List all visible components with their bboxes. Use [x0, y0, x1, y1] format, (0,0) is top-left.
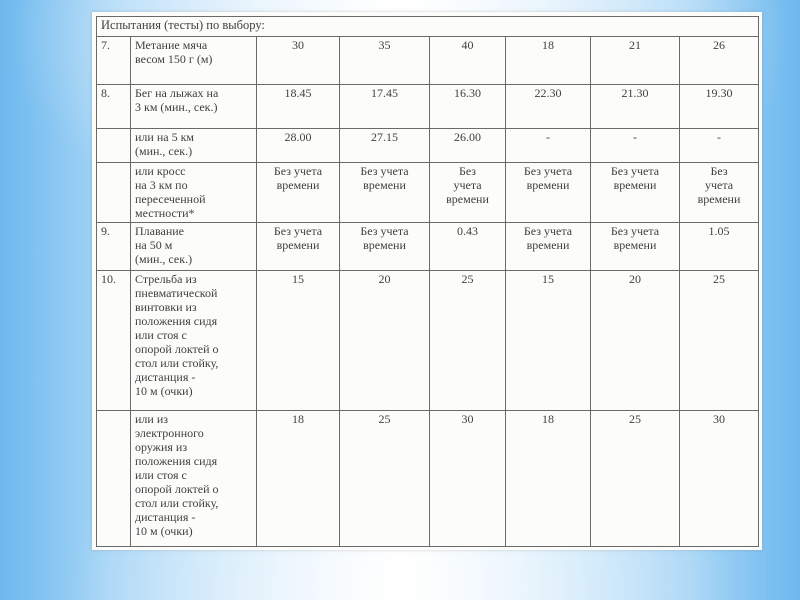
table-cell: 17.45 — [340, 85, 430, 129]
table-header-row — [97, 17, 759, 37]
table-cell: 18 — [506, 411, 591, 547]
row-number — [97, 163, 131, 223]
table-cell: 26.00 — [430, 129, 506, 163]
table-cell: 35 — [340, 37, 430, 85]
table-cell: - — [591, 129, 680, 163]
table-cell: 20 — [340, 271, 430, 411]
table-header: Испытания (тесты) по выбору: — [97, 17, 759, 37]
table-cell: 0.43 — [430, 223, 506, 271]
table-cell: 25 — [430, 271, 506, 411]
test-name: Стрельба из пневматической винтовки из положения сидя или стоя с опорой локтей о стол или стойку, дистанция - 10 м (очки) — [131, 271, 257, 411]
table-cell: 30 — [680, 411, 759, 547]
table-cell: Без учета времени — [591, 163, 680, 223]
row-number: 8. — [97, 85, 131, 129]
table-row — [97, 85, 759, 129]
table-cell: 30 — [430, 411, 506, 547]
test-name: или из электронного оружия из положения сидя или стоя с опорой локтей о стол или стойку, дистанция - 10 м (очки) — [131, 411, 257, 547]
table-cell: 20 — [591, 271, 680, 411]
table-cell: Без учета времени — [430, 163, 506, 223]
table-cell: Без учета времени — [506, 223, 591, 271]
table-cell: 15 — [506, 271, 591, 411]
test-name: Бег на лыжах на 3 км (мин., сек.) — [131, 85, 257, 129]
table-cell: Без учета времени — [257, 223, 340, 271]
table-cell: 22.30 — [506, 85, 591, 129]
test-name: Плавание на 50 м (мин., сек.) — [131, 223, 257, 271]
table-cell: 25 — [680, 271, 759, 411]
table-cell: 40 — [430, 37, 506, 85]
table-cell: - — [506, 129, 591, 163]
table-cell: 21.30 — [591, 85, 680, 129]
row-number: 7. — [97, 37, 131, 85]
table-cell: 28.00 — [257, 129, 340, 163]
table-cell: 18 — [257, 411, 340, 547]
table-cell: 21 — [591, 37, 680, 85]
table-row — [97, 129, 759, 163]
table-row — [97, 223, 759, 271]
table-row — [97, 163, 759, 223]
table-row — [97, 37, 759, 85]
row-number: 9. — [97, 223, 131, 271]
table-cell: 18.45 — [257, 85, 340, 129]
test-name: или на 5 км (мин., сек.) — [131, 129, 257, 163]
row-number: 10. — [97, 271, 131, 411]
table-cell: 25 — [340, 411, 430, 547]
table-cell: 15 — [257, 271, 340, 411]
table-cell: - — [680, 129, 759, 163]
table-cell: Без учета времени — [506, 163, 591, 223]
table-row — [97, 271, 759, 411]
table-cell: Без учета времени — [340, 163, 430, 223]
table-row — [97, 411, 759, 547]
table-cell: Без учета времени — [591, 223, 680, 271]
row-number — [97, 411, 131, 547]
table-cell: 1.05 — [680, 223, 759, 271]
table-cell: 25 — [591, 411, 680, 547]
table-cell: Без учета времени — [340, 223, 430, 271]
table-cell: Без учета времени — [680, 163, 759, 223]
table-cell: Без учета времени — [257, 163, 340, 223]
standards-table — [96, 16, 759, 547]
table-cell: 27.15 — [340, 129, 430, 163]
table-cell: 26 — [680, 37, 759, 85]
table-cell: 16.30 — [430, 85, 506, 129]
row-number — [97, 129, 131, 163]
table-cell: 18 — [506, 37, 591, 85]
test-name: или кросс на 3 км по пересеченной местности* — [131, 163, 257, 223]
scanned-document — [92, 12, 762, 550]
table-cell: 30 — [257, 37, 340, 85]
table-cell: 19.30 — [680, 85, 759, 129]
test-name: Метание мяча весом 150 г (м) — [131, 37, 257, 85]
